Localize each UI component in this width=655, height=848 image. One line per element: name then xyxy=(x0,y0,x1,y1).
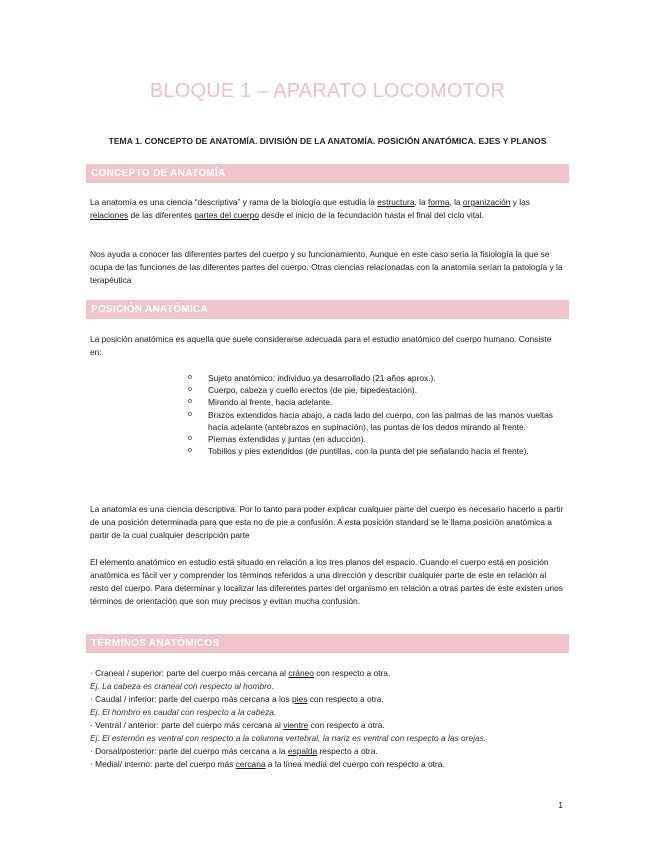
circle-bullet-icon: o xyxy=(188,398,192,406)
topic-subtitle: TEMA 1. CONCEPTO DE ANATOMÍA. DIVISIÓN DE LA ANATOMÍA. POSICIÓN ANATÓMICA. EJES Y PLANOS xyxy=(108,136,547,146)
term-partes-del-cuerpo: partes del cuerpo xyxy=(194,210,260,220)
term-dorsal: · Dorsal/posterior: parte del cuerpo más cercana a la espalda respecto a otra. xyxy=(90,746,378,756)
term-craneal: · Craneal / superior: parte del cuerpo más cercana al cráneo con respecto a otra. xyxy=(90,668,391,678)
list-item: o Piernas extendidas y juntas (en aducción). xyxy=(188,434,366,445)
section-heading-terminos: TÉRMINOS ANATÓMICOS xyxy=(86,634,569,653)
terms-list xyxy=(90,667,565,771)
circle-bullet-icon: o xyxy=(188,386,192,394)
posicion-paragraph-3: El elemento anatómico en estudio está situado en relación a los tres planos del espacio. Cuando el cuerpo está en posición anatómica es fácil ver y comprender los términos referidos a una dirección y describir cualquier parte de este en relación al resto del cuerpo. Para determinar y localizar las diferentes partes del organismo en relación a otras partes de este existen unos términos de orientación que son muy precisos y evitan mucha confusión. xyxy=(90,557,563,606)
example-caudal: Ej. El hombro es caudal con respecto a la cabeza. xyxy=(90,707,277,717)
circle-bullet-icon: o xyxy=(188,374,192,381)
posicion-intro: La posición anatómica es aquella que suele considerarse adecuada para el estudio anatómico del cuerpo humano. Consiste en: xyxy=(90,334,552,357)
example-craneal: Ej. La cabeza es craneal con respecto al hombro. xyxy=(90,681,274,691)
example-ventral: Ej. El esternón es ventral con respecto a la columna vertebral, la nariz es ventral con respecto a las orejas. xyxy=(90,733,487,743)
circle-bullet-icon: o xyxy=(188,410,192,418)
term-relaciones: relaciones xyxy=(90,210,129,220)
posicion-paragraph-2: La anatomía es una ciencia descriptiva. Por lo tanto para poder explicar cualquier parte del cuerpo es necesario hacerlo a partir de una posición determinada para que esta no de pie a confusión. A esta posición standard se le llama posición anatómica a partir de la cual cualquier descripción parte xyxy=(90,504,564,540)
term-ventral: · Ventral / anterior: parte del cuerpo más cercana al vientre con respecto a otra. xyxy=(90,720,385,730)
term-caudal: · Caudal / inferior: parte del cuerpo más cercana a los pies con respecto a otra. xyxy=(90,694,384,704)
list-item: o Sujeto anatómico: individuo ya desarrollado (21 años aprox.). xyxy=(188,373,436,383)
list-item: o Cuerpo, cabeza y cuello erectos (de pie, bipedestación). xyxy=(188,385,418,396)
page-title: BLOQUE 1 – APARATO LOCOMOTOR xyxy=(149,80,506,102)
page-number: 1 xyxy=(558,800,563,810)
concepto-paragraph-2: Nos ayuda a conocer las diferentes partes del cuerpo y su funcionamiento. Aunque en este caso sería la fisiología la que se ocupa de las funciones de las diferentes partes del cuerpo. Otras ciencias relacionadas con la anatomía serían la patología y la terapéutica xyxy=(90,249,563,285)
circle-bullet-icon: o xyxy=(188,435,192,443)
term-estructura: estructura xyxy=(377,197,415,207)
term-medial: · Medial/ interno: parte del cuerpo más cercana a la línea media del cuerpo con respecto a otra. xyxy=(90,759,445,769)
circle-bullet-icon: o xyxy=(188,447,192,455)
list-item: o Brazos extendidos hacia abajo, a cada lado del cuerpo, con las palmas de las manos vueltas hacia adelante (antebrazos en supinación), las puntas de los dedos mirando al frente. xyxy=(188,409,553,432)
term-organizacion: organización xyxy=(462,197,511,207)
concepto-paragraph-1: La anatomía es una ciencia “descriptiva” y rama de la biología que estudia la estructura, la forma, la organización y las relaciones de las diferentes partes del cuerpo desde el inicio de la fecundación hasta el final del ciclo vital. xyxy=(90,197,530,220)
list-item: o Tobillos y pies extendidos (de puntillas, con la punta del pie señalando hacia el frente). xyxy=(188,446,529,457)
list-item: o Mirando al frente, hacia adelante. xyxy=(188,397,333,408)
posicion-bullet-list xyxy=(188,372,568,457)
section-heading-concepto: CONCEPTO DE ANATOMÍA xyxy=(86,164,569,183)
section-heading-posicion: POSICIÓN ANATÓMICA xyxy=(86,300,569,319)
term-forma: forma xyxy=(428,197,450,207)
